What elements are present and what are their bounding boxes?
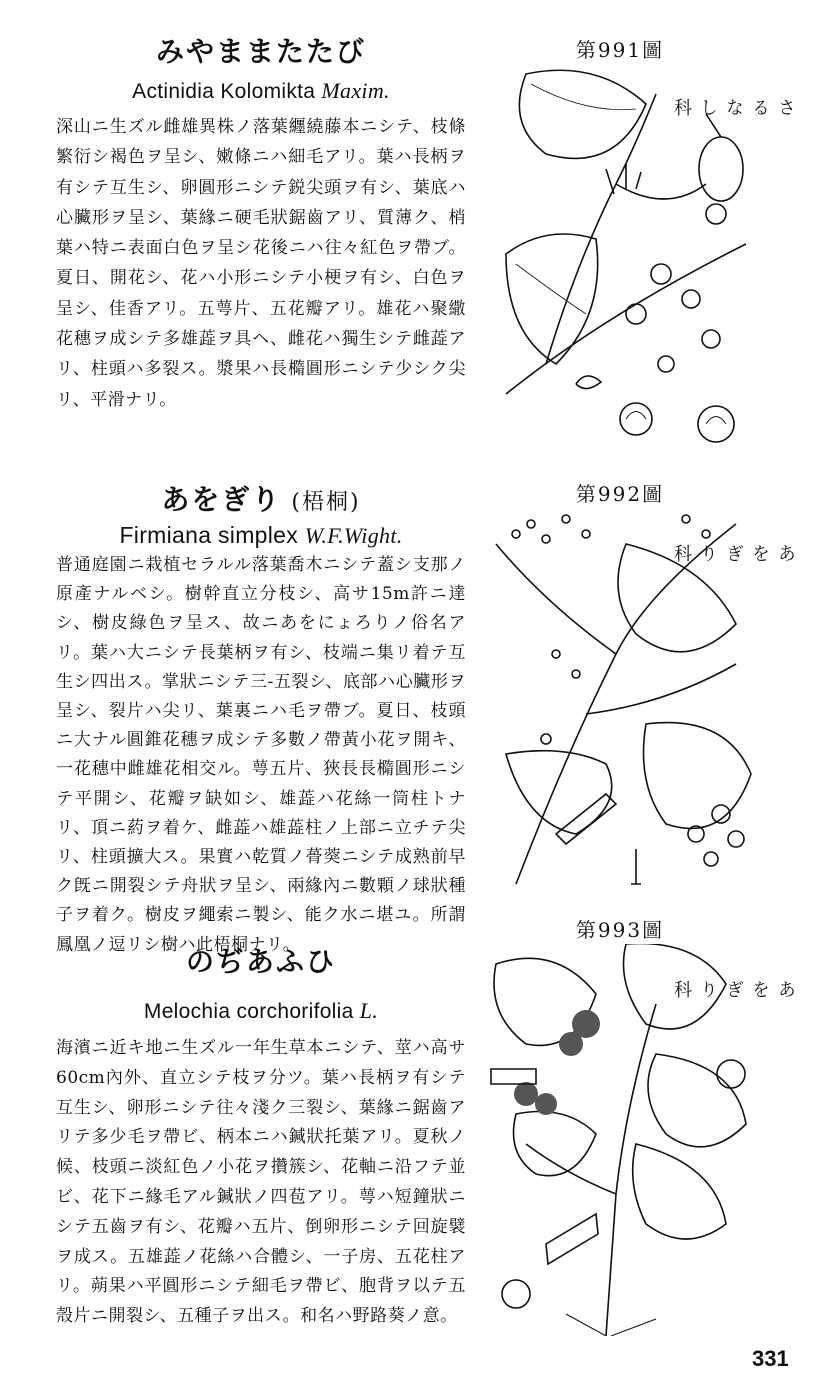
description: 海濱ニ近キ地ニ生ズル一年生草本ニシテ、莖ハ高サ60cm內外、直立シテ枝ヲ分ツ。葉ハ長柄ヲ有シテ互生シ、卵形ニシテ往々淺ク三裂シ、葉緣ニ鋸齒アリテ多少毛ヲ帶ビ、柄本ニハ鍼狀托葉アリ。夏秋ノ候、枝頭ニ淡紅色ノ小花ヲ攢簇シ、花軸ニ沿フテ並ビ、花下ニ緣毛アル鍼狀ノ四苞アリ。萼ハ短鐘狀ニシテ五齒ヲ有シ、花瓣ハ五片、倒卵形ニシテ回旋襞ヲ成ス。五雄蕋ノ花絲ハ合體シ、一子房、五花柱アリ。蒴果ハ平圓形ニシテ細毛ヲ帶ビ、胞背ヲ以テ五殼片ニ開裂シ、五種子ヲ出ス。和名ハ野路葵ノ意。 — [56, 1038, 466, 1327]
scientific-name: Melochia corchorifolia L. — [143, 998, 379, 1023]
scientific-name: Firmiana simplex W.F.Wight. — [119, 522, 403, 548]
entry-text-992 — [56, 478, 466, 960]
page-number: 331 — [752, 1346, 789, 1371]
family-label: あをぎり科 — [671, 544, 796, 564]
figure-label: 第991圖 — [575, 38, 665, 62]
japanese-name: みやままたたび — [155, 35, 366, 68]
illustration-actinidia — [486, 64, 756, 448]
illustration-melochia — [486, 944, 756, 1336]
description: 普通庭園ニ栽植セラルル落葉喬木ニシテ蓋シ支那ノ原產ナルベシ。樹幹直立分枝シ、高サ15m許ニ達シ、樹皮綠色ヲ呈ス、故ニあをにょろりノ俗名アリ。葉ハ大ニシテ長葉柄ヲ有シ、枝端ニ集リ着テ互生シ四出ス。掌狀ニシテ三-五裂シ、底部ハ心臟形ヲ呈シ、裂片ハ尖リ、葉裏ニハ毛ヲ帶ブ。夏日、枝頭ニ大ナル圓錐花穗ヲ成シテ多數ノ帶黃小花ヲ開キ、一花穗中雌雄花相交ル。萼五片、狹長長橢圓形ニシテ平開シ、花瓣ヲ缺如シ、雄蕋ハ花絲一筒柱トナリ、頂ニ葯ヲ着ケ、雌蕋ハ雄蕋柱ノ上部ニ立チテ尖リ、柱頭擴大ス。果實ハ乾質ノ蓇葖ニシテ成熟前早ク旣ニ開裂シテ舟狀ヲ呈シ、兩緣內ニ數顆ノ球狀種子ヲ着ク。樹皮ヲ繩索ニ製シ、能ク水ニ堪ユ。所謂鳳凰ノ逗リシ樹ハ此梧桐ナリ。 — [56, 555, 466, 955]
figure-label: 第993圖 — [575, 918, 665, 942]
family-label: あをぎり科 — [671, 980, 796, 1000]
japanese-name: のぢあふひ — [185, 945, 336, 978]
entry-text-993 — [56, 940, 466, 1332]
figure-label: 第992圖 — [575, 482, 665, 506]
entry-text-991 — [56, 30, 466, 415]
scientific-name: Actinidia Kolomikta Maxim. — [132, 78, 390, 103]
description: 深山ニ生ズル雌雄異株ノ落葉纒繞藤本ニシテ、枝條繁衍シ褐色ヲ呈シ、嫩條ニハ細毛アリ。葉ハ長柄ヲ有シテ互生シ、卵圓形ニシテ鋭尖頭ヲ有シ、葉底ハ心臟形ヲ呈シ、葉緣ニ硬毛狀鋸齒アリ、質薄ク、梢葉ハ特ニ表面白色ヲ呈シ花後ニハ往々紅色ヲ帶ブ。夏日、開花シ、花ハ小形ニシテ小梗ヲ有シ、白色ヲ呈シ、佳香アリ。五萼片、五花瓣アリ。雄花ハ聚繖花穗ヲ成シテ多雄蕋ヲ具ヘ、雌花ハ獨生シテ雌蕋アリ、柱頭ハ多裂ス。漿果ハ長橢圓形ニシテ少シク尖リ、平滑ナリ。 — [56, 117, 466, 410]
family-label: さるなし科 — [671, 98, 796, 118]
japanese-name: あをぎり (梧桐) — [161, 483, 361, 516]
